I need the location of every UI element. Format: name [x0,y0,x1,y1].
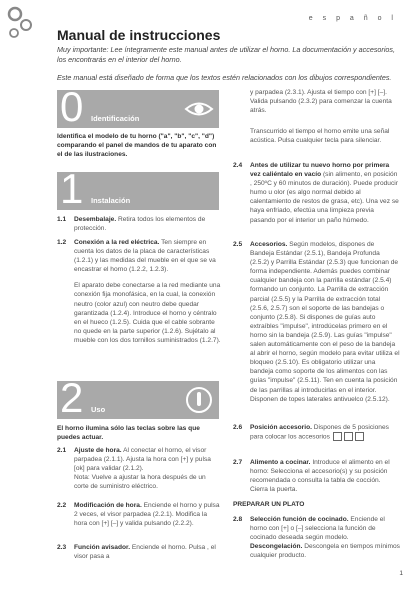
section-label: Identificación [91,114,140,123]
section-label: Uso [91,405,106,414]
section-label: Instalación [91,196,131,205]
position-icon [344,432,353,441]
language-label: e s p a ñ o l [308,15,397,22]
section-banner-use [57,374,219,421]
section-banner-identification [57,83,219,130]
section-banner-installation [57,165,219,212]
brand-logo-icon [6,6,36,40]
intro-text: Muy importante: Lee íntegramente este manual antes de utilizar el horno. La documentación y accesorios, los encontrarás en el interior del horno. [57,45,396,64]
timer-continuation-2: Transcurrido el tiempo el horno emite una señal acústica. Pulsa cualquier tecla para silenciar. [250,128,390,145]
identification-text: Identifica el modelo de tu horno ("a", "b", "c", "d") comparando el panel de mandos de tu aparato con el de las ilustraciones. [57,133,217,159]
position-icon [355,432,364,441]
touch-hand-icon [183,384,215,416]
page-number: 1 [399,570,403,577]
eye-icon [183,93,215,125]
intro-text-2: Este manual está diseñado de forma que los textos estén relacionados con los dibujos correspondientes. [57,73,392,82]
timer-continuation: y parpadea (2.3.1). Ajusta el tiempo con [+] [–]. Valida pulsando (2.3.2) para comenzar la cuenta atrás. [250,89,392,115]
use-intro: El horno ilumina sólo las teclas sobre las que puedes actuar. [57,425,200,442]
prepare-heading: PREPARAR UN PLATO [233,501,305,508]
position-icon [333,432,342,441]
section-number: 0 [60,83,84,130]
page-title: Manual de instrucciones [57,27,221,43]
section-number: 1 [60,165,84,212]
section-number: 2 [60,374,84,421]
